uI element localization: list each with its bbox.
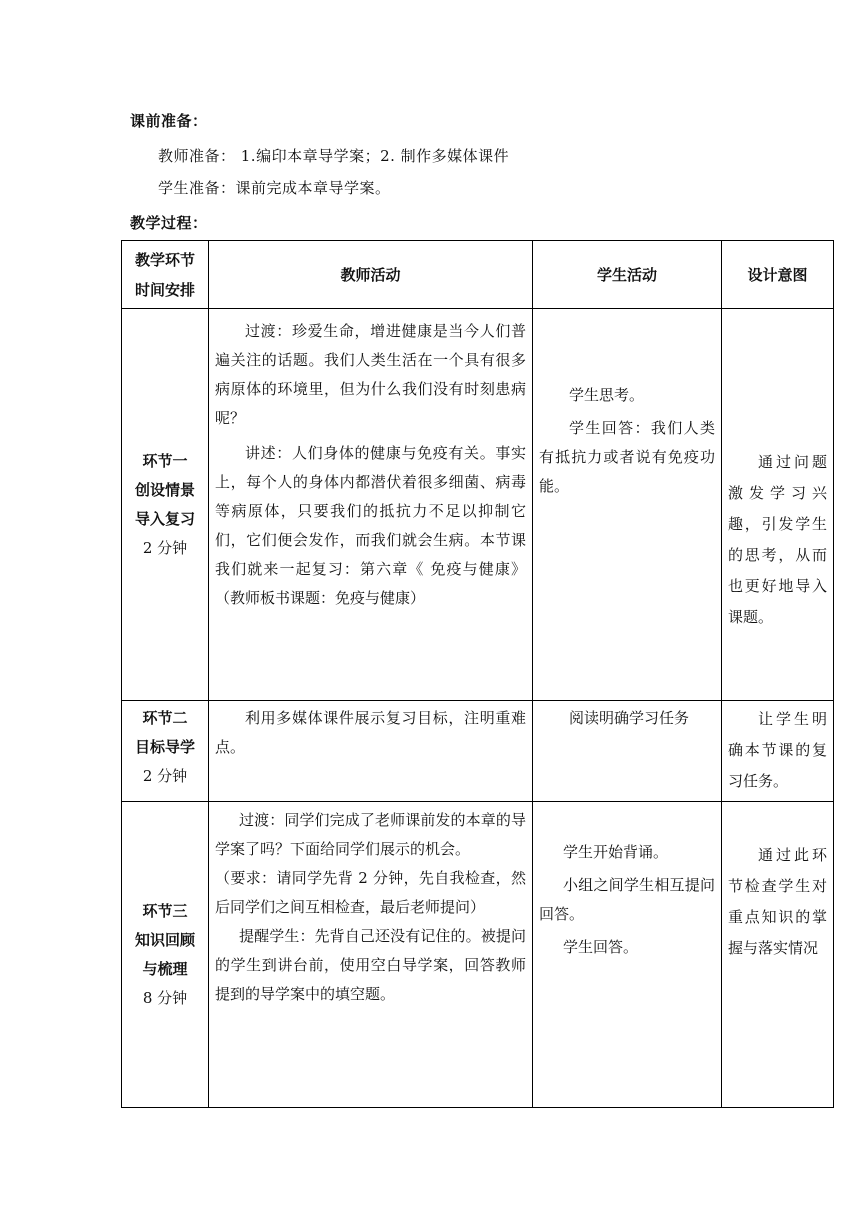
design-intent-cell: 通过此环节检查学生对重点知识的掌握与落实情况: [722, 802, 834, 1108]
table-row: [122, 802, 834, 1108]
student-activity-cell: 阅读明确学习任务: [533, 701, 722, 802]
teacher-activity-cell: 利用多媒体课件展示复习目标，注明重难点。: [209, 701, 533, 802]
student-activity-cell: 学生开始背诵。 小组之间学生相互提问回答。 学生回答。: [533, 802, 722, 1108]
header-intent: 设计意图: [722, 241, 834, 309]
student-prep-line: 学生准备：课前完成本章导学案。: [158, 179, 391, 197]
design-intent-cell: 通过问题激发学习兴趣，引发学生的思考，从而也更好地导入课题。: [722, 309, 834, 701]
teacher-activity-cell: 过渡：同学们完成了老师课前发的本章的导学案了吗？下面给同学们展示的机会。 （要求：请同学先背 2 分钟，先自我检查，然后同学们之间互相检查，最后老师提问） 提醒学生：先背自己还没有记住的。被提问的学生到讲台前，使用空白导学案，回答教师提到的导学案中的填空题。: [209, 802, 533, 1108]
teacher-activity-cell: 过渡：珍爱生命，增进健康是当今人们普遍关注的话题。我们人类生活在一个具有很多病原体的环境里，但为什么我们没有时刻患病呢？ 讲述：人们身体的健康与免疫有关。事实上，每个人的身体内都潜伏着很多细菌、病毒等病原体，只要我们的抵抗力不足以抑制它们，它们便会发作，而我们就会生病。本节课我们就来一起复习：第六章《 免疫与健康》（教师板书课题：免疫与健康）: [209, 309, 533, 701]
stage-cell: 环节一 创设情景 导入复习 2 分钟: [122, 309, 209, 701]
header-stage: 教学环节 时间安排: [122, 241, 209, 309]
table-header-row: [122, 241, 834, 309]
header-teacher: 教师活动: [209, 241, 533, 309]
stage-cell: 环节三 知识回顾 与梳理 8 分钟: [122, 802, 209, 1108]
table-row: [122, 309, 834, 701]
table-row: [122, 701, 834, 802]
prep-heading: 课前准备：: [130, 112, 208, 130]
teacher-prep-line: 教师准备： 1.编印本章导学案；2. 制作多媒体课件: [158, 147, 510, 165]
design-intent-cell: 让学生明确本节课的复习任务。: [722, 701, 834, 802]
process-heading: 教学过程：: [130, 214, 208, 232]
student-activity-cell: 学生思考。 学生回答：我们人类有抵抗力或者说有免疫功能。: [533, 309, 722, 701]
stage-cell: 环节二 目标导学 2 分钟: [122, 701, 209, 802]
lesson-table: [121, 240, 834, 1108]
header-student: 学生活动: [533, 241, 722, 309]
